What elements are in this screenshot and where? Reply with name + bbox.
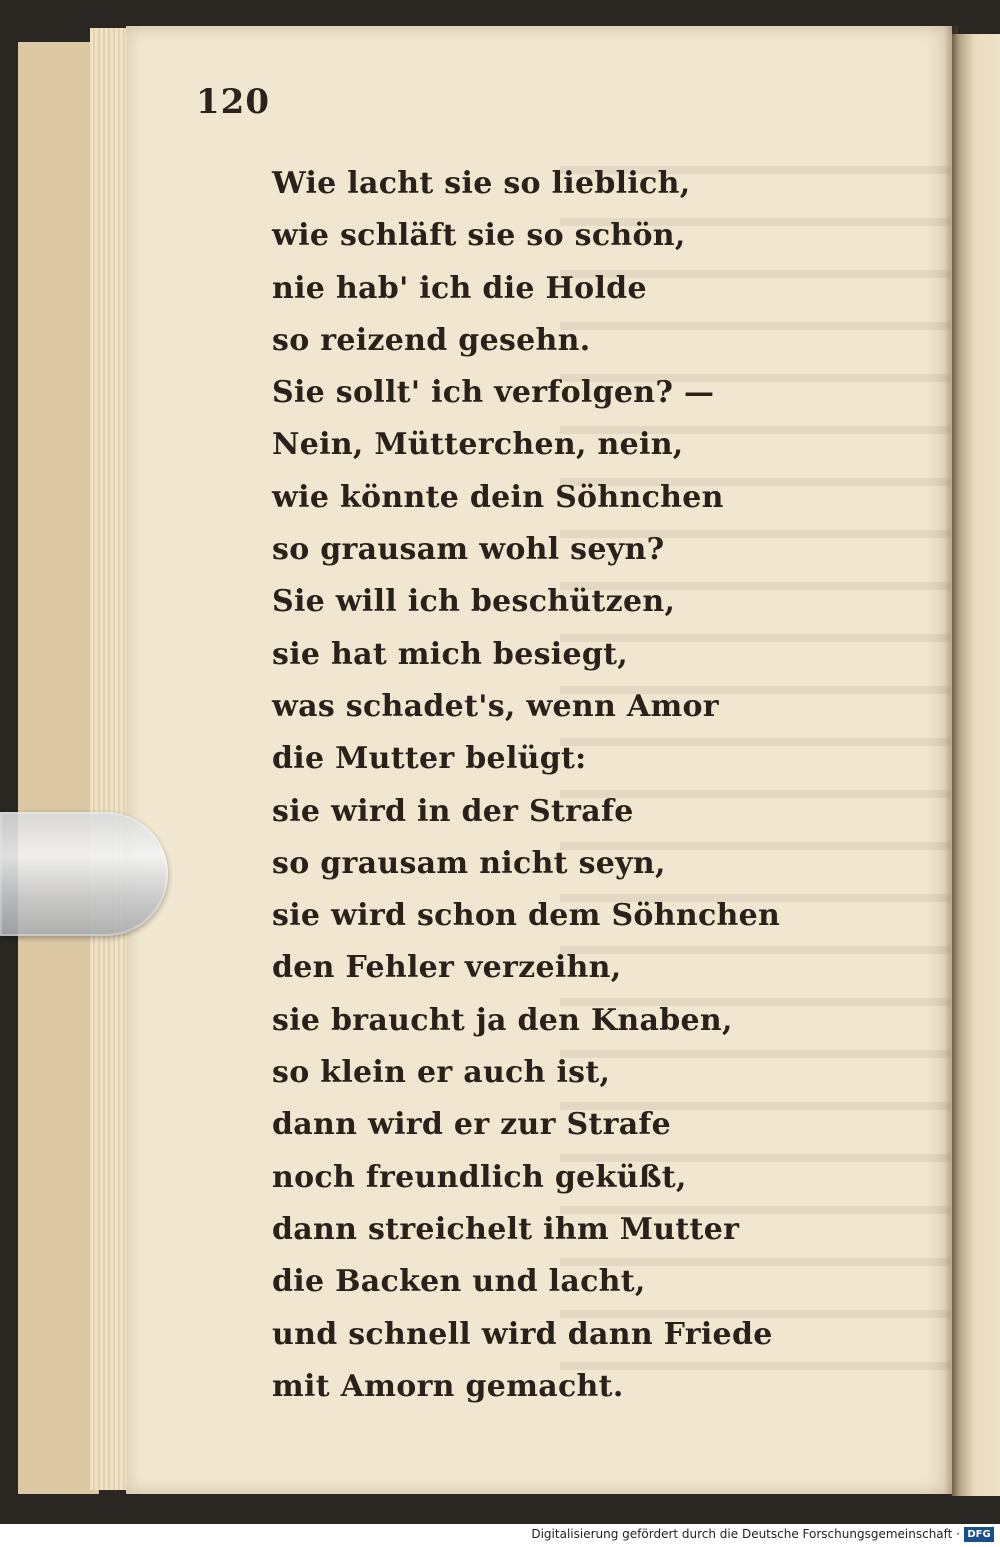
- verse-line: noch freundlich geküßt,: [272, 1159, 687, 1195]
- verse-line: nie hab' ich die Holde: [272, 270, 647, 306]
- dfg-logo: DFG: [964, 1527, 994, 1542]
- verse-line: sie wird schon dem Söhnchen: [272, 898, 781, 934]
- verse-line: und schnell wird dann Friede: [272, 1316, 773, 1352]
- funding-credit: Digitalisierung gefördert durch die Deutsche Forschungsgemeinschaft ·: [531, 1527, 960, 1541]
- verse-line: Sie sollt' ich verfolgen? —: [272, 375, 715, 411]
- verse-line: die Backen und lacht,: [272, 1264, 646, 1300]
- verse-line: Wie lacht sie so lieblich,: [272, 166, 691, 201]
- verse-line: sie braucht ja den Knaben,: [272, 1002, 733, 1038]
- verse-line: so klein er auch ist,: [272, 1055, 611, 1091]
- poem-verse: [272, 158, 780, 1413]
- verse-line: mit Amorn gemacht.: [272, 1368, 624, 1404]
- verse-line: dann streichelt ihm Mutter: [272, 1211, 740, 1247]
- verse-line: dann wird er zur Strafe: [272, 1107, 672, 1143]
- verse-line: den Fehler verzeihn,: [272, 950, 622, 986]
- verse-line: sie hat mich besiegt,: [272, 636, 629, 672]
- verse-line: so grausam wohl seyn?: [272, 532, 665, 568]
- verse-line: Nein, Mütterchen, nein,: [272, 427, 684, 463]
- page-number: 120: [196, 82, 270, 122]
- verse-line: was schadet's, wenn Amor: [272, 688, 719, 724]
- facing-page-edge: [952, 34, 1000, 1496]
- verse-line: Sie will ich beschützen,: [272, 584, 676, 620]
- verse-line: so reizend gesehn.: [272, 322, 591, 358]
- book-cover-edge: [18, 42, 99, 1494]
- verse-line: sie wird in der Strafe: [272, 793, 634, 829]
- verse-line: wie könnte dein Söhnchen: [272, 479, 724, 515]
- page-clip: [0, 812, 168, 936]
- verse-line: wie schläft sie so schön,: [272, 218, 686, 254]
- verse-line: so grausam nicht seyn,: [272, 845, 666, 881]
- verse-line: die Mutter belügt:: [272, 741, 587, 777]
